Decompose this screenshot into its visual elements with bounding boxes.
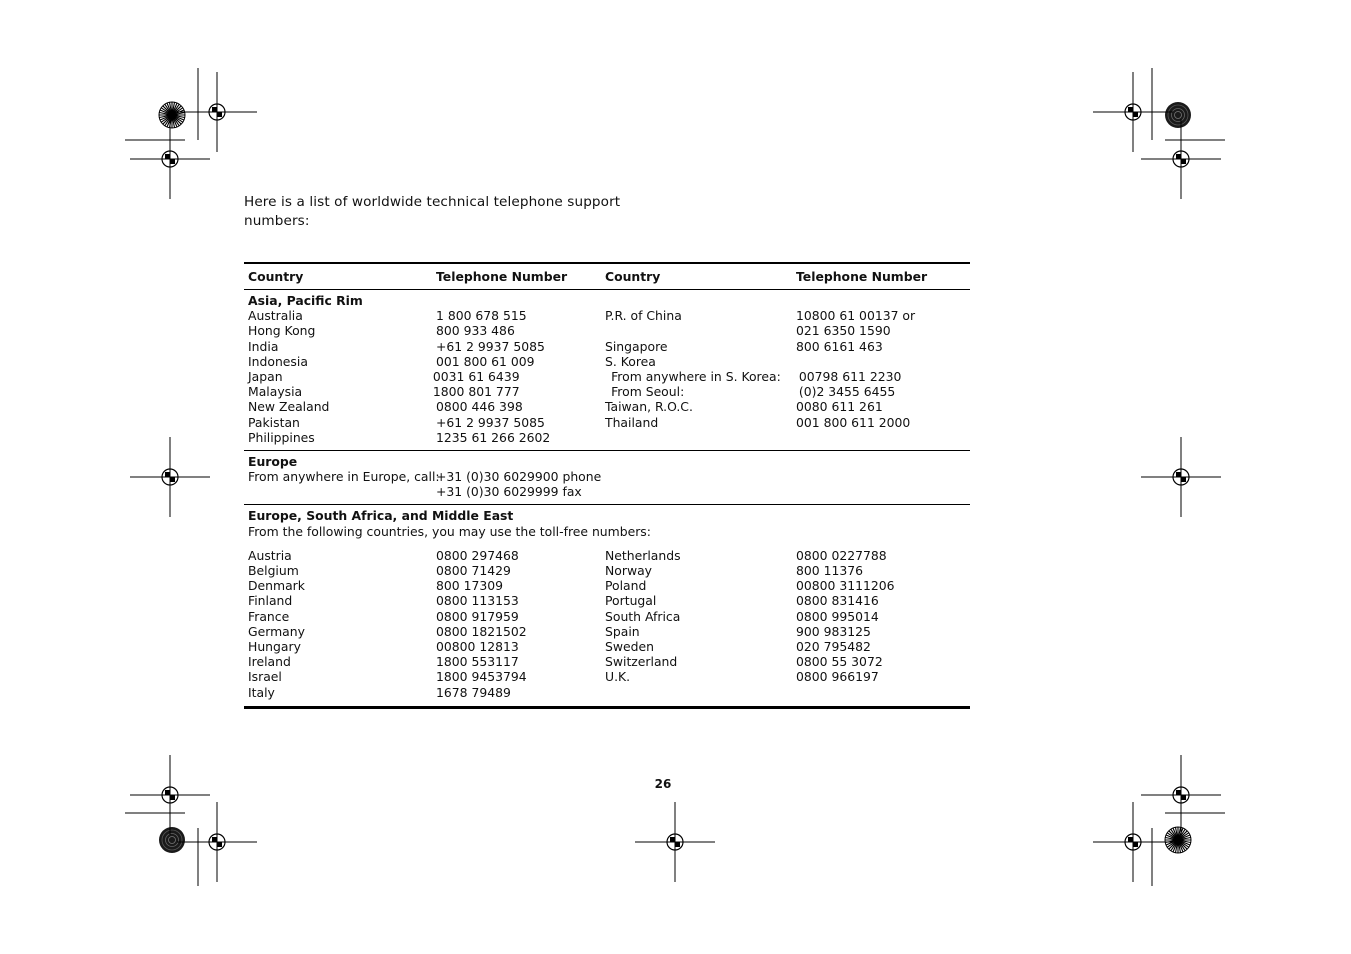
country-cell: S. Korea — [605, 353, 656, 369]
country-cell: Italy — [248, 684, 275, 700]
country-cell: Sweden — [605, 639, 654, 654]
country-cell: France — [248, 608, 290, 624]
country-cell: P.R. of China — [605, 308, 682, 324]
country-cell: Germany — [248, 623, 305, 639]
phone-cell: 00800 12813 — [436, 639, 519, 654]
phone-cell: 1 800 678 515 — [436, 308, 527, 324]
table-row — [244, 624, 970, 639]
intro-line-2: numbers: — [244, 213, 310, 229]
phone-cell — [796, 354, 970, 369]
page-number: 26 — [654, 777, 672, 791]
table-row — [244, 369, 970, 384]
phone-cell: 0800 71429 — [436, 563, 511, 579]
phone-cell: 900 983125 — [796, 623, 871, 639]
table-row — [244, 639, 970, 654]
table-row — [244, 578, 970, 593]
country-cell: Pakistan — [248, 414, 300, 430]
intro-paragraph — [244, 193, 624, 231]
phone-cell: 0800 446 398 — [436, 399, 523, 415]
header-country-2: Country — [605, 268, 661, 284]
table-row — [244, 415, 970, 430]
phone-cell: 0800 831416 — [796, 593, 879, 609]
phone-cell: +61 2 9937 5085 — [436, 338, 545, 354]
europe-phone: +31 (0)30 6029900 phone — [436, 469, 602, 485]
country-cell: Taiwan, R.O.C. — [605, 399, 693, 415]
phone-cell: 00800 3111206 — [796, 578, 895, 594]
section-asia-pacific — [244, 290, 970, 451]
table-row — [244, 339, 970, 354]
country-cell: Singapore — [605, 338, 668, 354]
country-cell: From anywhere in S. Korea: — [611, 368, 781, 384]
phone-cell: 001 800 611 2000 — [796, 414, 911, 430]
section-title: Asia, Pacific Rim — [248, 293, 363, 308]
table-row — [244, 308, 970, 323]
country-cell: From Seoul: — [611, 384, 685, 400]
table-row — [244, 399, 970, 414]
country-cell: Netherlands — [605, 547, 681, 563]
phone-cell: 1800 9453794 — [436, 669, 527, 685]
country-cell: U.K. — [605, 669, 631, 685]
country-cell: Israel — [248, 669, 282, 685]
phone-cell: 0800 0227788 — [796, 547, 887, 563]
phone-cell — [796, 685, 970, 700]
phone-cell: 800 17309 — [436, 578, 504, 594]
section-emea — [244, 505, 970, 705]
phone-cell: 0080 611 261 — [796, 399, 883, 415]
phone-cell: +61 2 9937 5085 — [436, 414, 545, 430]
country-cell: Ireland — [248, 654, 291, 670]
table-row — [244, 354, 970, 369]
country-cell: Thailand — [605, 414, 659, 430]
table-row — [244, 384, 970, 399]
toll-free-note: From the following countries, you may use the toll-free numbers: — [248, 523, 651, 539]
country-cell: New Zealand — [248, 399, 330, 415]
phone-cell: 0800 995014 — [796, 608, 879, 624]
phone-cell: (0)2 3455 6455 — [798, 384, 896, 400]
country-cell: Malaysia — [248, 384, 303, 400]
table-header-row — [244, 264, 970, 290]
section-europe — [244, 451, 970, 506]
phone-cell: 020 795482 — [796, 639, 871, 654]
table-row — [244, 593, 970, 608]
table-row — [244, 469, 970, 484]
country-cell: Denmark — [248, 578, 305, 594]
country-cell: Japan — [248, 368, 283, 384]
table-row — [244, 685, 970, 700]
country-cell: Australia — [248, 308, 303, 324]
phone-cell: 0031 61 6439 — [432, 368, 520, 384]
country-cell — [605, 685, 796, 700]
country-cell: Finland — [248, 593, 293, 609]
table-row — [244, 323, 970, 338]
country-cell: Belgium — [248, 563, 299, 579]
country-cell — [605, 323, 796, 338]
phone-cell: 0800 113153 — [436, 593, 519, 609]
phone-cell: 800 933 486 — [436, 323, 515, 339]
phone-cell: 0800 1821502 — [436, 623, 527, 639]
table-row — [244, 609, 970, 624]
country-cell: Indonesia — [248, 353, 308, 369]
country-cell: Switzerland — [605, 654, 678, 670]
phone-cell: 0800 917959 — [436, 608, 519, 624]
country-cell: Spain — [605, 623, 640, 639]
phone-cell: 1800 801 777 — [432, 384, 520, 400]
table-row — [244, 669, 970, 684]
header-telephone-2: Telephone Number — [796, 268, 928, 284]
phone-cell: 0800 55 3072 — [796, 654, 883, 670]
table-row — [244, 654, 970, 669]
phone-cell: 0800 297468 — [436, 547, 519, 563]
phone-cell: 1678 79489 — [436, 684, 511, 700]
phone-cell: 1800 553117 — [436, 654, 519, 670]
phone-cell: 800 11376 — [796, 563, 864, 579]
phone-cell: 00798 611 2230 — [798, 368, 902, 384]
europe-call-label: From anywhere in Europe, call: — [248, 469, 440, 485]
country-cell: Hong Kong — [248, 323, 316, 339]
country-cell: South Africa — [605, 608, 681, 624]
country-cell: India — [248, 338, 279, 354]
intro-line-1: Here is a list of worldwide technical telephone support — [244, 194, 621, 210]
country-cell: Austria — [248, 547, 292, 563]
section-title: Europe, South Africa, and Middle East — [248, 508, 514, 524]
country-cell — [605, 430, 796, 445]
phone-cell: 800 6161 463 — [796, 338, 883, 354]
country-cell: Philippines — [248, 429, 315, 445]
header-telephone-1: Telephone Number — [436, 268, 568, 284]
phone-cell: 1235 61 266 2602 — [436, 429, 551, 445]
phone-cell: 021 6350 1590 — [796, 323, 891, 339]
table-row — [244, 548, 970, 563]
country-cell: Hungary — [248, 639, 301, 654]
table-row — [244, 484, 970, 499]
table-row — [244, 430, 970, 445]
support-numbers-table — [244, 262, 970, 709]
phone-cell: 001 800 61 009 — [436, 353, 535, 369]
phone-cell — [796, 430, 970, 445]
europe-fax: +31 (0)30 6029999 fax — [436, 484, 582, 500]
table-row — [244, 563, 970, 578]
phone-cell: 0800 966197 — [796, 669, 879, 685]
phone-cell: 10800 61 00137 or — [796, 308, 916, 324]
header-country-1: Country — [248, 268, 304, 284]
country-cell: Norway — [605, 563, 653, 579]
country-cell: Portugal — [605, 593, 657, 609]
section-title: Europe — [248, 453, 298, 469]
country-cell: Poland — [605, 578, 647, 594]
